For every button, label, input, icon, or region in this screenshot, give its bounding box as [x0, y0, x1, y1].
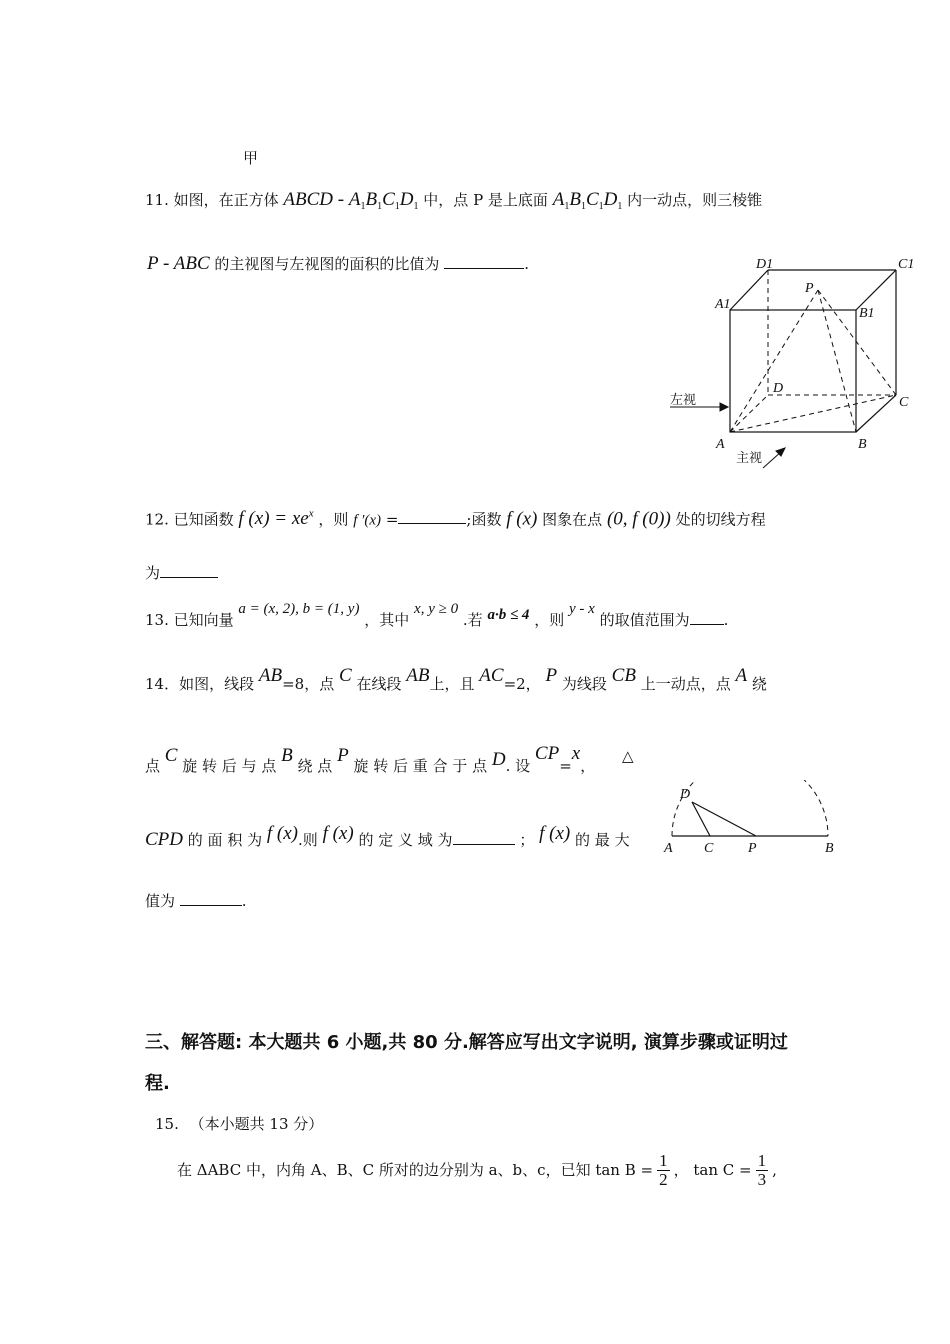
point-a: A — [735, 665, 748, 686]
label-d: D — [773, 381, 784, 396]
label-a: A — [716, 437, 725, 452]
q14-line1 — [145, 665, 767, 693]
q12-text-2: ，则 — [318, 510, 349, 529]
q13-text-5: 的取值范围为 — [599, 611, 690, 629]
q13-text-1: 13. 已知向量 — [145, 611, 234, 629]
q12-line1 — [145, 509, 766, 528]
variable-x: x — [571, 743, 581, 764]
segment-cb: CB — [611, 665, 636, 686]
tan-c-denominator: 3 — [757, 1169, 767, 1189]
q12-text-4: ;函数 — [466, 510, 502, 529]
semi-label-c: C — [704, 841, 714, 856]
q14-text-6: 为线段 — [561, 675, 607, 693]
point-c-2: C — [164, 745, 178, 766]
q14-period: . — [241, 892, 247, 910]
point-p: P — [545, 665, 558, 686]
section-heading-line1: 三、解答题: 本大题共 6 小题,共 80 分.解答应写出文字说明, 演算步骤或证明过 — [145, 1032, 788, 1053]
q11-answer-blank[interactable] — [444, 256, 524, 269]
label-a1: A1 — [715, 297, 731, 312]
q14-text-7: 上一动点，点 — [640, 675, 731, 693]
fx: f (x) — [506, 508, 538, 530]
q11-text-2: 内一动点，则三棱锥 — [627, 191, 763, 209]
q14-text-2: =8，点 — [282, 675, 335, 693]
semi-label-p: P — [748, 841, 757, 856]
q15-score: （本小题共 13 分） — [189, 1115, 324, 1133]
q14-text-11: 绕 点 — [297, 757, 333, 775]
q11-line1 — [145, 189, 763, 212]
vectors: a = (x, 2), b = (1, y) — [238, 601, 360, 617]
dot-product: a·b ≤ 4 — [487, 607, 530, 623]
fx-3: f (x) — [539, 823, 571, 844]
q12-answer-blank-2[interactable] — [160, 565, 218, 578]
q13-answer-blank[interactable] — [690, 612, 724, 625]
label-b1: B1 — [859, 306, 875, 321]
top-face-2: $A_1B_1C_1D_1$ — [552, 189, 623, 212]
q14-answer-blank-2[interactable] — [180, 893, 242, 906]
q14-text-18: 的 定 义 域 为 — [358, 831, 453, 849]
fx-2: f (x) — [322, 823, 354, 844]
tan-b-numerator: 1 — [659, 1151, 668, 1170]
q14-text-5: =2， — [503, 675, 541, 693]
label-b: B — [858, 437, 867, 452]
segment-cp: CP — [534, 743, 560, 764]
cube-figure — [660, 255, 920, 475]
pyramid-name: P - ABC — [147, 253, 210, 274]
q14-text-10: 旋 转 后 与 点 — [182, 757, 277, 775]
q13-period: . — [723, 611, 729, 629]
semicircle-figure — [660, 780, 850, 860]
label-c: C — [899, 395, 909, 410]
point-c: C — [339, 665, 352, 686]
q12-line2 — [145, 565, 218, 581]
q14-equals: = — [559, 757, 572, 775]
q11-number: 11. 如图，在正方体 — [145, 191, 279, 209]
point-p-2: P — [337, 745, 349, 766]
main-view-label: 主视 — [736, 451, 763, 466]
q15-text-1: 在 ΔABC 中，内角 A、B、C 所对的边分别为 a、b、c，已知 tan B = — [177, 1160, 654, 1179]
q15-text-3: , — [772, 1160, 777, 1179]
segment-ab-2: AB — [406, 665, 430, 686]
point-d: D — [491, 749, 506, 770]
label-d1: D1 — [756, 257, 774, 272]
q15-line — [177, 1152, 777, 1189]
top-face-1: $A_1B_1C_1D_1$ — [348, 189, 419, 212]
q14-text-17: .则 — [298, 831, 318, 849]
q14-text-21: 值为 — [145, 892, 176, 910]
q14-text-9: 点 — [145, 757, 161, 775]
segment-ac: AC — [479, 665, 504, 686]
semi-label-b: B — [825, 841, 834, 856]
triangle-cpd: CPD — [145, 829, 183, 850]
section-heading-line2: 程. — [145, 1073, 170, 1094]
derivative: f ′(x) — [353, 512, 382, 529]
q14-text-13: . 设 — [505, 757, 531, 775]
q13-text-2: ，其中 — [364, 611, 410, 629]
point: (0, f (0)) — [606, 508, 671, 530]
q14-comma: ， — [580, 757, 596, 775]
q12-equals: = — [385, 510, 399, 529]
expression: y - x — [569, 601, 595, 617]
tan-b-fraction — [657, 1152, 670, 1189]
left-view-label: 左视 — [670, 393, 697, 408]
segment-ab: AB — [258, 665, 283, 686]
q14-line3 — [145, 823, 630, 850]
q14-text-19: ； — [519, 831, 535, 849]
q14-text-12: 旋 转 后 重 合 于 点 — [353, 757, 488, 775]
q14-text-3: 在线段 — [356, 675, 402, 693]
label-p: P — [805, 281, 814, 296]
q11-period: . — [524, 255, 529, 273]
semi-label-d: D — [680, 787, 691, 802]
q13-text-4: ，则 — [534, 611, 565, 629]
q14-text-16: 的 面 积 为 — [187, 831, 263, 849]
tan-c-numerator: 1 — [757, 1151, 767, 1170]
q13-line — [145, 601, 729, 629]
q15-number: 15. — [155, 1115, 179, 1133]
q14-line2 — [145, 743, 634, 775]
q12-text-5: 图象在点 — [542, 510, 603, 529]
q15-header — [155, 1117, 323, 1132]
q12-answer-blank-1[interactable] — [398, 511, 466, 524]
condition: x, y ≥ 0 — [414, 601, 459, 617]
q12-text-7: 为 — [145, 564, 161, 582]
fx-1: f (x) — [266, 823, 298, 844]
tan-c-fraction — [756, 1152, 769, 1189]
triangle-symbol: △ — [622, 747, 634, 765]
label-c1: C1 — [898, 257, 915, 272]
q12-text-1: 12. 已知函数 — [145, 510, 234, 529]
q11-line2 — [147, 254, 529, 273]
q11-text-3: 的主视图与左视图的面积的比值为 — [214, 255, 440, 273]
cube-name: ABCD - — [283, 189, 345, 210]
tan-b-denominator: 2 — [659, 1169, 668, 1189]
q12-text-6: 处的切线方程 — [675, 510, 766, 529]
q14-text-4: 上，且 — [429, 675, 475, 693]
q14-text-8: 绕 — [751, 675, 767, 693]
q14-answer-blank-1[interactable] — [453, 832, 515, 845]
q15-text-2: ， tan C = — [673, 1160, 752, 1179]
q13-text-3: .若 — [462, 611, 483, 629]
q14-text-20: 的 最 大 — [575, 831, 630, 849]
top-label: 甲 — [243, 149, 259, 167]
semi-label-a: A — [664, 841, 673, 856]
q11-text-1: 中，点 P 是上底面 — [423, 191, 548, 209]
point-b: B — [281, 745, 293, 766]
q14-text-1: 14．如图，线段 — [145, 675, 255, 693]
function-def: f $(x) = xe^x$ — [238, 508, 314, 530]
q14-line4 — [145, 893, 247, 909]
